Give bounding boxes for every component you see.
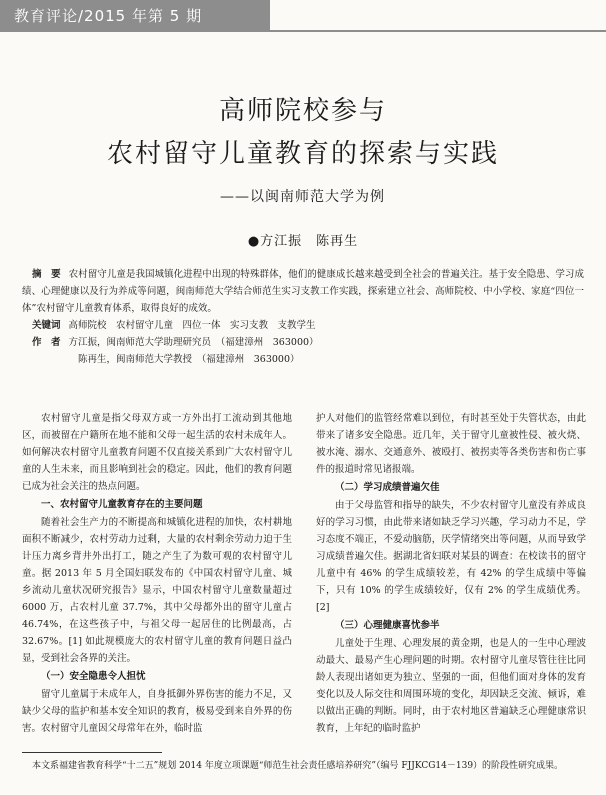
paragraph: 随着社会生产力的不断提高和城镇化进程的加快，农村耕地面积不断减少，农村劳动力过剩，大量的农村剩余劳动力迫于生计压力离乡背井外出打工，随之产生了为数可观的农村留守儿童。据 2013 年 5 月全国妇联发布的《中国农村留守儿童、城乡流动儿童状况研究报告》显示，中国农村留守儿童数量超过 6000 万，占农村儿童 37.7%，其中父母都外出的留守儿童占 46.74%，在这些孩子中，与祖父母一起居住的比例最高，占 32.67%。[1] 如此规模庞大的农村留守儿童的教育问题日益凸显，受到社会各界的关注。 [22, 517, 292, 664]
abstract-paragraph [22, 266, 584, 317]
subtitle: ——以闽南师范大学为例 [220, 189, 385, 205]
title-line-1: 高师院校参与 [218, 96, 387, 126]
author-label: 作 者 [32, 337, 61, 348]
authors: ●方江振 陈再生 [247, 234, 359, 249]
author-line-2 [22, 351, 584, 368]
subsection-heading: （二）学习成绩普遍欠佳 [335, 482, 440, 493]
header-rule [270, 30, 606, 32]
title-line-2: 农村留守儿童教育的探索与实践 [106, 139, 499, 169]
footnote: 本文系福建省教育科学“十二五”规划 2014 年度立项课题“师范生社会责任感培养研究”（编号 FJJKCG14－139）的阶段性研究成果。 [32, 761, 564, 771]
subsection-heading: （一）安全隐患令人担忧 [41, 671, 146, 682]
footnote-rule [22, 752, 162, 753]
paragraph: 儿童处于生理、心理发展的黄金期，也是人的一生中心理波动最大、最易产生心理问题的时期。农村留守儿童尽管往往比同龄人表现出诸如更为独立、坚强的一面，但他们面对身体的发育变化以及人际交往和周围环境的变化，却因缺乏交流、倾诉，难以做出正确的判断。同时，由于农村地区普遍缺乏心理健康常识教育，上年纪的临时监护 [316, 638, 586, 734]
keywords-text: 高师院校 农村留守儿童 四位一体 实习支教 支教学生 [68, 320, 316, 331]
author-2: 陈再生，闽南师范大学教授 （福建漳州 363000） [78, 354, 300, 365]
abstract-text: 农村留守儿童是我国城镇化进程中出现的特殊群体，他们的健康成长越来越受到全社会的普遍关注。基于安全隐患、学习成绩、心理健康以及行为养成等问题，闽南师范大学结合师范生实习支教工作实践，探索建立社会、高师院校、中小学校、家庭“四位一体”农村留守儿童教育体系，取得良好的成效。 [22, 269, 584, 314]
abstract-label: 摘 要 [32, 269, 61, 280]
paragraph: 留守儿童属于未成年人，自身抵御外界伤害的能力不足，又缺少父母的监护和基本安全知识的教育，极易受到来自外界的伤害。农村留守儿童因父母常年在外，临时监 [22, 689, 292, 734]
author-line-1 [22, 334, 584, 351]
paragraph: 由于父母监管和指导的缺失，不少农村留守儿童没有养成良好的学习习惯，由此带来诸如缺乏学习兴趣，学习动力不足，学习态度不端正，不爱动脑筋，厌学情绪突出等问题，从而导致学习成绩普遍欠佳。据湖北省妇联对某县的调查：在校读书的留守儿童中有 46% 的学生成绩较差，有 42% 的学生成绩中等偏下，只有 10% 的学生成绩较好，仅有 2% 的学生成绩优秀。[2] [316, 500, 586, 613]
paragraph-continued: 护人对他们的监管经常难以到位，有时甚至处于失管状态，由此带来了诸多安全隐患。近几年，关于留守儿童被性侵、被火烧、被水淹、溺水、交通意外、被殴打、被拐卖等各类伤害和伤亡事件的报道时常见诸报端。 [316, 413, 586, 475]
subsection-heading: （三）心理健康喜忧参半 [335, 620, 440, 631]
section-heading: 一、农村留守儿童教育存在的主要问题 [41, 499, 203, 510]
left-column [22, 410, 292, 737]
right-column [316, 410, 586, 737]
abstract-block [22, 266, 584, 368]
keywords-label: 关键词 [32, 320, 61, 331]
journal-header: 教育评论/2015 年第 5 期 [0, 0, 270, 32]
author-1: 方江振，闽南师范大学助理研究员 （福建漳州 363000） [68, 337, 319, 348]
keywords-line [22, 317, 584, 334]
paragraph: 农村留守儿童是指父母双方或一方外出打工流动到其他地区，而被留在户籍所在地不能和父母一起生活的农村未成年人。如何解决农村留守儿童教育问题不仅直接关系到广大农村留守儿童的人生未来，而且影响到社会的稳定。因此，他们的教育问题已成为社会关注的热点问题。 [22, 413, 292, 492]
